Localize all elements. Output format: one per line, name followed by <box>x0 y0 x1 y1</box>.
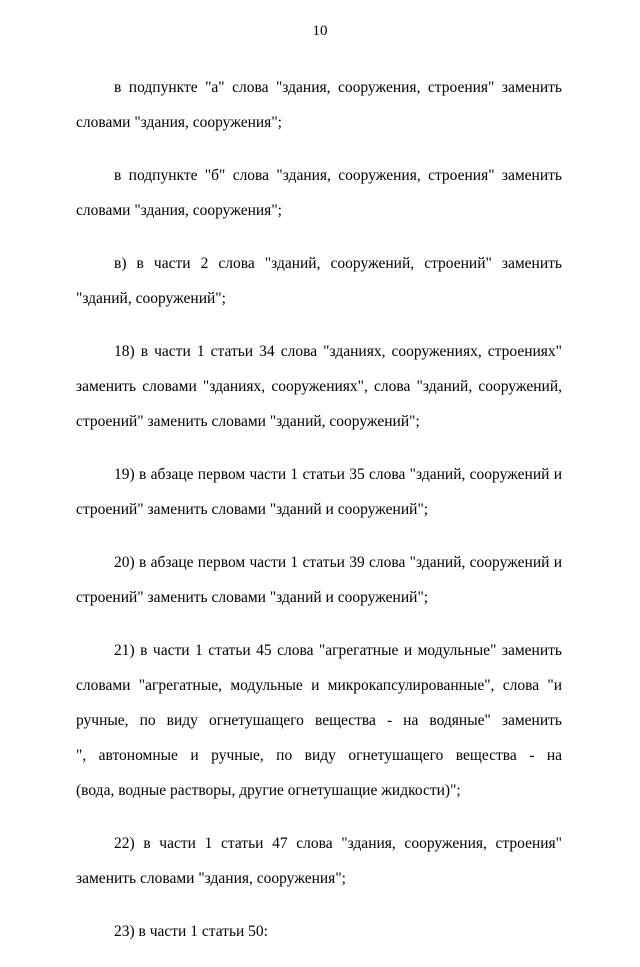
text-line: в подпункте "а" слова "здания, сооружения, строения" заменить <box>114 79 562 96</box>
text-line: (вода, водные растворы, другие огнетушащие жидкости)"; <box>76 782 461 799</box>
text-line: 21) в части 1 статьи 45 слова "агрегатные и модульные" заменить <box>114 642 562 659</box>
text-line: заменить словами "здания, сооружения"; <box>76 870 346 887</box>
text-line: 23) в части 1 статьи 50: <box>114 923 268 940</box>
text-line: строений" заменить словами "зданий и сооружений"; <box>76 501 429 518</box>
text-line: 18) в части 1 статьи 34 слова "зданиях, сооружениях, строениях" <box>114 343 562 360</box>
paragraph-item-22 <box>76 826 562 896</box>
text-line: словами "агрегатные, модульные и микрокапсулированные", слова "и <box>76 677 562 694</box>
document-body <box>76 70 562 967</box>
text-line: в подпункте "б" слова "здания, сооружения, строения" заменить <box>114 167 562 184</box>
paragraph-item-19 <box>76 457 562 527</box>
text-line: ручные, по виду огнетушащего вещества - на водяные" заменить <box>76 712 562 729</box>
text-line: 22) в части 1 статьи 47 слова "здания, сооружения, строения" <box>114 835 562 852</box>
text-line: заменить словами "зданиях, сооружениях", слова "зданий, сооружений, <box>76 378 562 395</box>
paragraph-item-v <box>76 246 562 316</box>
paragraph-subpoint-a <box>76 70 562 140</box>
text-line: 20) в абзаце первом части 1 статьи 39 слова "зданий, сооружений и <box>114 554 562 571</box>
paragraph-subpoint-b <box>76 158 562 228</box>
text-line: словами "здания, сооружения"; <box>76 114 282 131</box>
text-line: "зданий, сооружений"; <box>76 290 226 307</box>
paragraph-item-21 <box>76 633 562 808</box>
paragraph-item-18 <box>76 334 562 439</box>
text-line: словами "здания, сооружения"; <box>76 202 282 219</box>
text-line: ", автономные и ручные, по виду огнетушащего вещества - на <box>76 747 562 764</box>
text-line: 19) в абзаце первом части 1 статьи 35 слова "зданий, сооружений и <box>114 466 562 483</box>
text-line: в) в части 2 слова "зданий, сооружений, строений" заменить <box>114 255 562 272</box>
page-number: 10 <box>312 23 328 39</box>
text-line: строений" заменить словами "зданий и сооружений"; <box>76 589 429 606</box>
paragraph-item-23 <box>76 914 562 949</box>
paragraph-item-20 <box>76 545 562 615</box>
text-line: строений" заменить словами "зданий, сооружений"; <box>76 413 420 430</box>
